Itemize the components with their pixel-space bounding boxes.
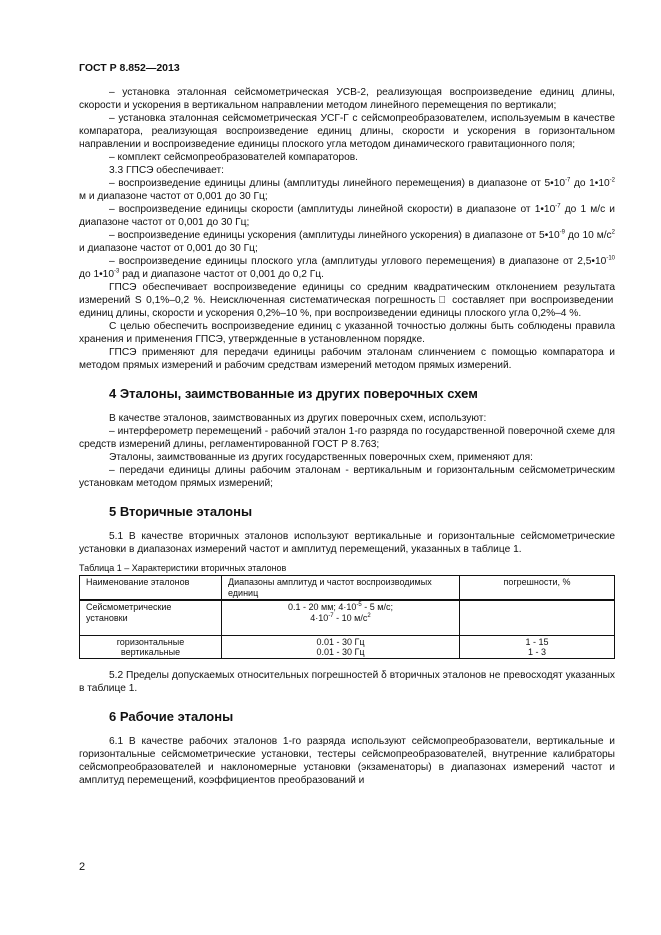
list-item: – установка эталонная сейсмометрическая УСГ-Г с сейсмопреобразователем, используемым в качестве компаратора, реализующая воспроизведение единиц длины, скорости и ускорения в горизонтальном направлении и воспроизведение единицы плоского угла методом динамического гравитационного поля; — [79, 113, 615, 150]
paragraph: В качестве эталонов, заимствованных из других поверочных схем, используют: — [109, 413, 487, 424]
paragraph: Эталоны, заимствованные из других государственных поверочных схем, применяют для: — [109, 452, 533, 463]
paragraph: 5.2 Пределы допускаемых относительных погрешностей δ вторичных эталонов не превосходят указанных в таблице 1. — [79, 669, 615, 694]
table-row — [80, 600, 615, 635]
speed-range: – воспроизведение единицы скорости (амплитуды линейной скорости) в диапазоне от $1•10^{-7}$ до 1 м/с и диапазоне частот от 0,001 до 30 Гц; — [79, 203, 615, 228]
angle-range: – воспроизведение единицы плоского угла (амплитуды углового перемещения) в диапазоне от $2,5•10^{-10}$ до $1•10^{-3}$ рад и диапазоне частот от 0,001 до 0,2 Гц. — [79, 255, 615, 280]
section-5-heading: 5 Вторичные эталоны — [109, 504, 253, 519]
list-item: – установка эталонная сейсмометрическая УСВ-2, реализующая воспроизведение единиц длины, скорости и ускорения в вертикальном направлении методом линейного перемещения по вертикали; — [79, 87, 615, 111]
paragraph: 5.1 В качестве вторичных эталонов используют вертикальные и горизонтальные сейсмометрические установки в диапазонах измерений частот и амплитуд перемещений, указанных в таблице 1. — [79, 531, 615, 555]
table-cell: 0.01 - 30 Гц 0.01 - 30 Гц — [222, 635, 460, 658]
paragraph: 6.1 В качестве рабочих эталонов 1-го разряда используют сейсмопреобразователи, вертикальные и горизонтальные сейсмометрические установки, тестеры сейсмопреобразователей, внутренние калибраторы сейсмопреобразователей и наклономерные установки (экзаменаторы) в диапазонах измерений частот и амплитуд перемещений, коэффициентов преобразований и — [79, 735, 615, 786]
paragraph: – интерферометр перемещений - рабочий эталон 1-го разряда по государственной поверочной схеме для средств измерений длины, регламентированной ГОСТ Р 8.763; — [79, 426, 615, 450]
section-4-heading: 4 Эталоны, заимствованные из других поверочных схем — [109, 386, 478, 401]
table-cell: горизонтальные вертикальные — [80, 635, 222, 658]
table-header: погрешности, % — [460, 576, 615, 601]
page-number: 2 — [79, 861, 86, 873]
document-body — [79, 86, 615, 787]
transfer-paragraph: ГПСЭ применяют для передачи единицы рабочим эталонам слинчением с помощью компаратора и методом прямых измерений и рабочим средствам измерений методом прямых измерений. — [79, 347, 615, 371]
storage-paragraph: С целью обеспечить воспроизведение единиц с указанной точностью должны быть соблюдены правила хранения и применения ГПСЭ, утвержденные в установленном порядке. — [79, 321, 615, 345]
table-caption: Таблица 1 – Характеристики вторичных эталонов — [79, 563, 287, 573]
length-range: – воспроизведение единицы длины (амплитуды линейного перемещения) в диапазоне от $5•10^{-7}$ до $1•10^{-2}$ м и диапазоне частот от 0,001 до 30 Гц; — [79, 177, 615, 202]
list-item: – комплект сейсмопреобразователей компараторов. — [109, 152, 359, 163]
document-header: ГОСТ Р 8.852—2013 — [79, 62, 180, 74]
secondary-standards-table — [79, 575, 615, 659]
paragraph: – передачи единицы длины рабочим эталонам - вертикальным и горизонтальным сейсмометрическим установкам методом прямых измерений; — [79, 465, 615, 489]
accuracy-paragraph: ГПСЭ обеспечивает воспроизведение единицы со средним квадратическим отклонением результата измерений S 0,1%–0,2 %. Неисключенная систематическая погрешность ⃞ составляет при воспроизведении единиц длины, скорости и ускорения 0,2%–10 %, при воспроизведении единицы плоского угла 0,2%–4 %. — [79, 282, 615, 319]
section-3-3-title: 3.3 ГПСЭ обеспечивает: — [109, 165, 225, 176]
table-cell: 1 - 15 1 - 3 — [460, 635, 615, 658]
table-cell: Сейсмометрические установки — [80, 600, 222, 635]
table-row — [80, 635, 615, 658]
accel-range: – воспроизведение единицы ускорения (амплитуды линейного ускорения) в диапазоне от $5•10^{-9}$ до 10 $м/с^2$ и диапазоне частот от 0,001 до 30 Гц; — [79, 229, 615, 254]
section-6-heading: 6 Рабочие эталоны — [109, 708, 234, 724]
table-header: Диапазоны амплитуд и частот воспроизводимых единиц — [222, 576, 460, 601]
table-header: Наименование эталонов — [80, 576, 222, 601]
table-cell: 0.1 - 20 мм; $4\cdot 10^{-5} - 5$ м/с; $4\cdot 10^{-7} - 10$ $м/с^2$ — [222, 600, 460, 635]
